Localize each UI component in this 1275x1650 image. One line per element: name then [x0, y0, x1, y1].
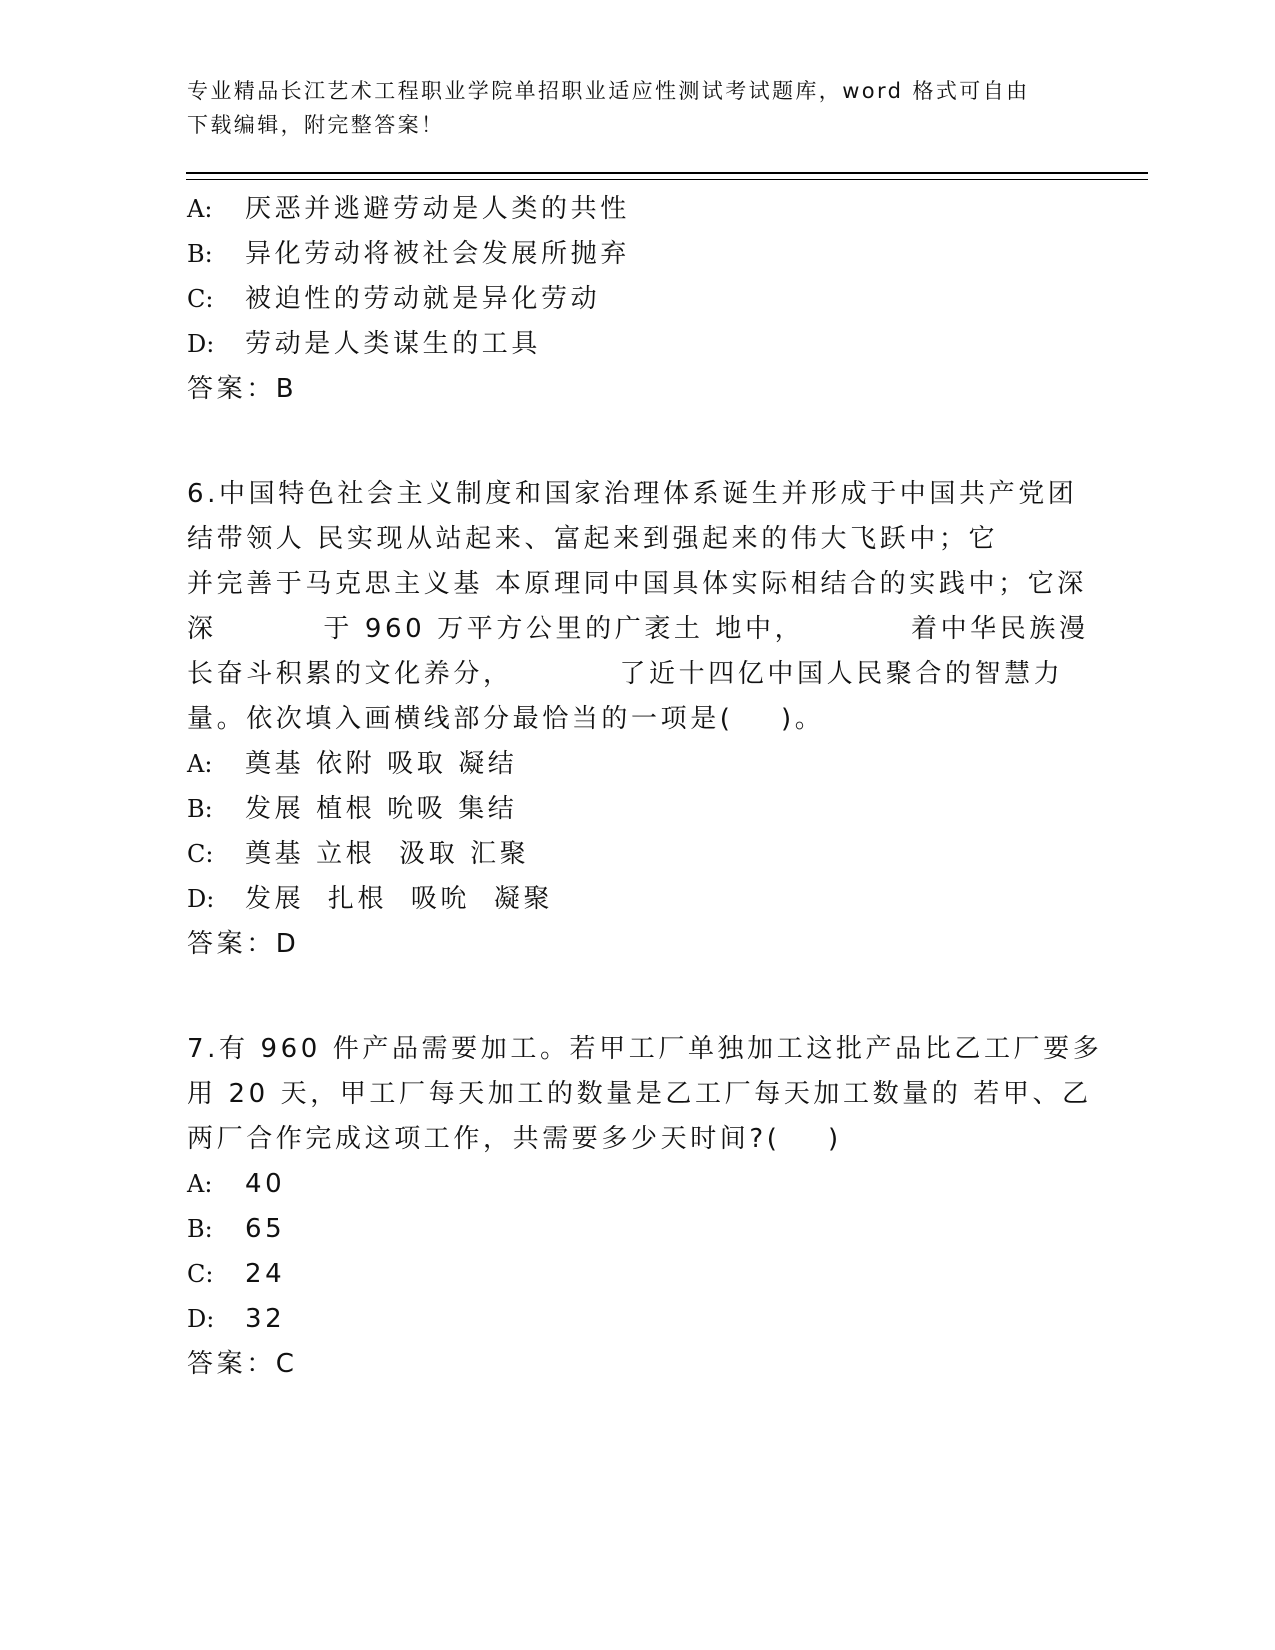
option-a: A: 奠基 依附 吸取 凝结 — [187, 749, 518, 779]
question-6-answer: 答案：D — [187, 929, 300, 959]
question-7-line: 两厂合作完成这项工作，共需要多少天时间?( ) — [187, 1124, 842, 1154]
question-6-line: 结带领人 民实现从站起来、富起来到强起来的伟大飞跃中；它 — [187, 524, 999, 554]
question-7-options — [187, 1162, 1087, 1342]
header-line-2: 下载编辑，附完整答案！ — [187, 113, 445, 137]
header-rule-thin — [186, 179, 1148, 180]
question-5-options — [187, 187, 1087, 367]
option-b: B: 异化劳动将被社会发展所抛弃 — [187, 239, 630, 269]
question-7-line: 用 20 天，甲工厂每天加工的数量是乙工厂每天加工数量的 若甲、乙 — [187, 1079, 1092, 1109]
option-b: B: 发展 植根 吮吸 集结 — [187, 794, 518, 824]
question-6-line: 并完善于马克思主义基 本原理同中国具体实际相结合的实践中；它深 — [187, 569, 1087, 599]
option-a: A: 40 — [187, 1169, 286, 1199]
option-d: D: 发展 扎根 吸吮 凝聚 — [187, 884, 553, 914]
question-content — [187, 187, 1103, 1387]
question-6-options — [187, 742, 1087, 922]
question-6-line: 深 于 960 万平方公里的广袤土 地中， 着中华民族漫 — [187, 614, 1089, 644]
option-c: C: 24 — [187, 1259, 286, 1289]
question-7-stem — [187, 1027, 1103, 1162]
option-d: D: 劳动是人类谋生的工具 — [187, 329, 542, 359]
question-6-line: 6.中国特色社会主义制度和国家治理体系诞生并形成于中国共产党团 — [187, 479, 1078, 509]
option-c: C: 被迫性的劳动就是异化劳动 — [187, 284, 601, 314]
header-rule-thick — [186, 172, 1148, 174]
header-line-1: 专业精品长江艺术工程职业学院单招职业适应性测试考试题库，word 格式可自由 — [187, 79, 1030, 103]
option-b: B: 65 — [187, 1214, 286, 1244]
question-5-answer: 答案：B — [187, 374, 298, 404]
option-d: D: 32 — [187, 1304, 286, 1334]
question-7-line: 7.有 960 件产品需要加工。若甲工厂单独加工这批产品比乙工厂要多 — [187, 1034, 1103, 1064]
question-6-line: 量。依次填入画横线部分最恰当的一项是( )。 — [187, 704, 825, 734]
option-c: C: 奠基 立根 汲取 汇聚 — [187, 839, 530, 869]
question-6-stem — [187, 472, 1087, 742]
question-6-line: 长奋斗积累的文化养分， 了近十四亿中国人民聚合的智慧力 — [187, 659, 1064, 689]
option-a: A: 厌恶并逃避劳动是人类的共性 — [187, 194, 630, 224]
document-header — [187, 74, 1087, 142]
question-7-answer: 答案：C — [187, 1349, 298, 1379]
